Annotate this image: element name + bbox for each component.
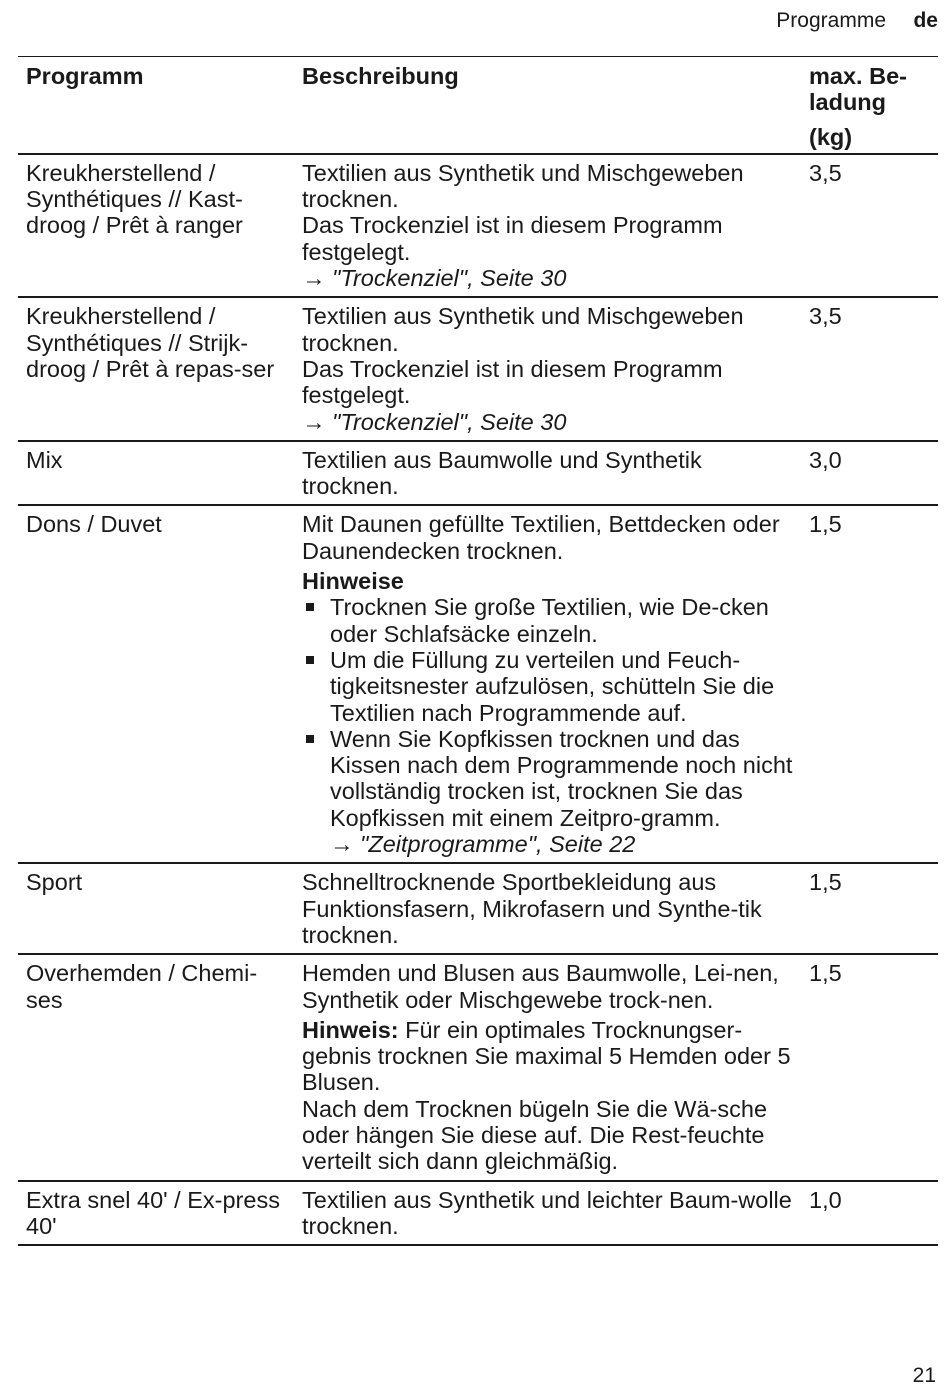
program-name: Sport <box>26 869 83 896</box>
max-load-value: 1,5 <box>809 869 842 896</box>
max-load-unit: (kg) <box>809 123 853 150</box>
program-description <box>294 863 801 954</box>
list-item: Wenn Sie Kopfkissen trocknen und das Kissen nach dem Programmende noch nicht vollständig trocken ist, trocknen Sie das Kopfkissen mit einem Zeitpro-gramm. <box>302 726 795 831</box>
description-text: Textilien aus Synthetik und Mischgeweben trocknen. <box>302 159 744 213</box>
cross-reference <box>302 409 795 435</box>
max-load-value: 3,0 <box>809 446 842 473</box>
program-description <box>294 505 801 863</box>
program-name: Extra snel 40' / Ex-press 40' <box>26 1186 280 1239</box>
description-text: Schnelltrocknende Sportbekleidung aus Funktionsfasern, Mikrofasern und Synthe-tik trocknen. <box>302 869 762 948</box>
max-load-value: 1,5 <box>809 511 842 538</box>
table-row <box>18 441 938 506</box>
running-header-language: de <box>913 9 938 32</box>
program-description <box>294 441 801 506</box>
program-description <box>294 297 801 440</box>
program-name: Overhemden / Chemi-ses <box>26 960 258 1013</box>
table-row <box>18 954 938 1180</box>
arrow-icon: → <box>302 408 326 435</box>
program-name: Mix <box>26 446 63 473</box>
max-load-value: 1,5 <box>809 960 842 987</box>
description-text: Textilien aus Synthetik und Mischgeweben trocknen. <box>302 303 744 356</box>
reference-link[interactable]: "Zeitprogramme", Seite 22 <box>360 831 636 858</box>
description-text: Textilien aus Baumwolle und Synthetik trocknen. <box>302 446 702 500</box>
description-text: Das Trockenziel ist in diesem Programm festgelegt. <box>302 355 723 409</box>
cross-reference <box>302 831 795 857</box>
description-text: Textilien aus Synthetik und leichter Baum-wolle trocknen. <box>302 1186 792 1239</box>
cross-reference <box>302 265 795 291</box>
notes-list <box>302 594 795 831</box>
max-load-value: 3,5 <box>809 159 842 186</box>
description-text: Nach dem Trocknen bügeln Sie die Wä-sche oder hängen Sie diese auf. Die Rest-feuchte verteilt sich dann gleichmäßig. <box>302 1095 768 1175</box>
list-item: Um die Füllung zu verteilen und Feuch-tigkeitsnester aufzulösen, schütteln Sie die Textilien nach Programmende auf. <box>302 647 795 726</box>
max-load-value: 3,5 <box>809 303 842 330</box>
program-description <box>294 954 801 1180</box>
table-row <box>18 863 938 954</box>
description-text: Hemden und Blusen aus Baumwolle, Lei-nen, Synthetik oder Mischgewebe trock-nen. <box>302 960 779 1013</box>
column-header-description: Beschreibung <box>302 63 459 89</box>
program-description <box>294 1181 801 1246</box>
arrow-icon: → <box>330 831 354 858</box>
program-name: Kreukherstellend / Synthétiques // Kast-droog / Prêt à ranger <box>26 159 243 239</box>
page-number: 21 <box>912 1364 936 1387</box>
list-item: Trocknen Sie große Textilien, wie De-cken oder Schlafsäcke einzeln. <box>302 594 795 647</box>
table-header-row <box>18 57 938 154</box>
table-row <box>18 1181 938 1246</box>
description-text: Mit Daunen gefüllte Textilien, Bettdecken oder Daunendecken trocknen. <box>302 511 780 564</box>
description-text: Das Trockenziel ist in diesem Programm festgelegt. <box>302 212 723 265</box>
program-table <box>18 56 938 1246</box>
note-text: Für ein optimales Trocknungser-gebnis trocknen Sie maximal 5 Hemden oder 5 Blusen. <box>302 1016 791 1096</box>
note-label: Hinweis: <box>302 1016 399 1043</box>
reference-link[interactable]: "Trockenziel", Seite 30 <box>332 408 567 435</box>
table-row <box>18 505 938 863</box>
reference-link[interactable]: "Trockenziel", Seite 30 <box>332 265 567 292</box>
program-name: Kreukherstellend / Synthétiques // Strijk-droog / Prêt à repas-ser <box>26 303 275 382</box>
max-load-label: max. Be-ladung <box>809 63 907 116</box>
column-header-max-load <box>801 57 938 154</box>
note-paragraph <box>302 1017 795 1096</box>
notes-heading: Hinweise <box>302 568 404 595</box>
max-load-value: 1,0 <box>809 1186 842 1213</box>
program-name: Dons / Duvet <box>26 511 162 538</box>
arrow-icon: → <box>302 265 326 292</box>
column-header-program: Programm <box>26 63 144 89</box>
running-header-section: Programme <box>776 9 886 32</box>
table-row <box>18 297 938 440</box>
program-description <box>294 154 801 297</box>
table-row <box>18 154 938 297</box>
